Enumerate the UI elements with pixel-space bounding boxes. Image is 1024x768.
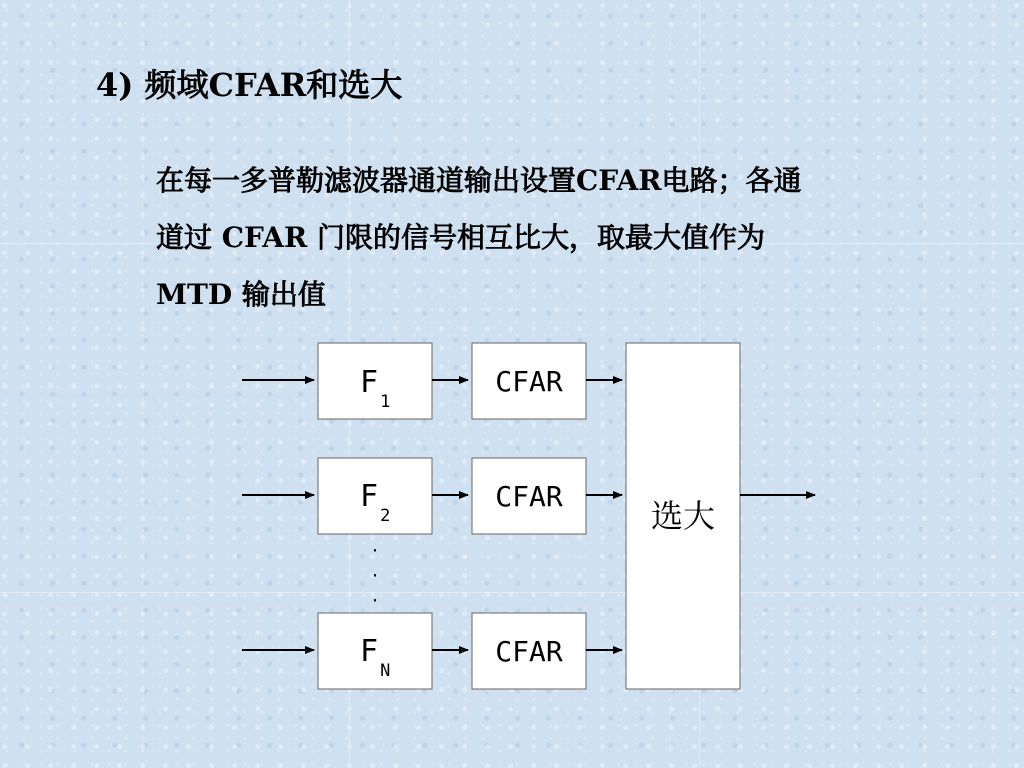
cfar-label-2: CFAR: [495, 480, 563, 513]
paragraph-line-1: 在每一多普勒滤波器通道输出设置CFAR电路；各通: [156, 164, 802, 197]
filter-label-2-sub: 2: [380, 506, 391, 526]
ellipsis-dot-3: ·: [370, 591, 380, 610]
ellipsis-dot-2: ·: [370, 566, 380, 585]
filter-label-3-sub: N: [380, 661, 391, 681]
paragraph-line-3: MTD 输出值: [156, 278, 326, 311]
cfar-label-3: CFAR: [495, 635, 563, 668]
selector-label: 选大: [650, 497, 716, 535]
slide-heading: 4) 频域CFAR和选大: [96, 66, 403, 104]
filter-label-3-base: F: [360, 634, 379, 669]
paragraph-line-2: 道过 CFAR 门限的信号相互比大，取最大值作为: [156, 221, 766, 254]
cfar-label-1: CFAR: [495, 365, 563, 398]
filter-label-1-sub: 1: [380, 392, 391, 412]
filter-label-1-base: F: [360, 365, 379, 400]
ellipsis-dot-1: ·: [370, 541, 380, 560]
filter-label-2-base: F: [360, 479, 379, 514]
